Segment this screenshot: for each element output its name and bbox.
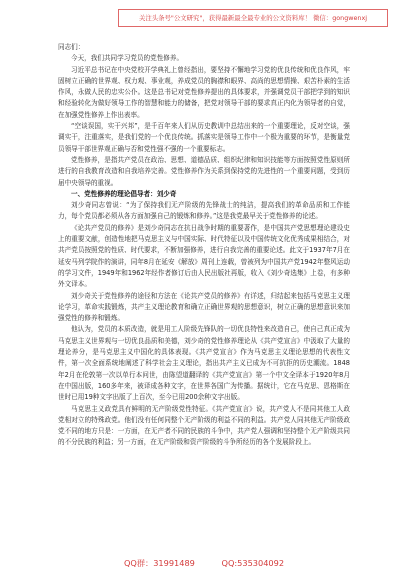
paragraph: 党性修养，是指共产党员在政治、思想、道德品质、组织纪律和知识技能等方面按照党性原则所进行的自我教育改造和自我培养完善。党性修养作为关系到保持党的先进性的一个重要问题，受到历届中央领导的重视。 (58, 155, 350, 187)
qq-group: QQ群：31991489 (123, 558, 195, 568)
paragraph: 刘少奇同志曾说：“为了保持我们无产阶级的先锋战士的纯洁，提高我们的革命品质和工作能力，每个党员都必须从各方面加强自己的锻炼和修养。”这是我党最早关于党性修养的论述。 (58, 201, 350, 221)
promo-banner: 关注头条号"公文研究"，获得最新最全最专业的公文资料库！ 微信：gongwenxj (118, 9, 388, 27)
salutation: 同志们： (58, 43, 85, 51)
document-body (58, 42, 350, 449)
paragraph: 《论共产党员的修养》是刘少奇同志在抗日战争时期的重要著作，是中国共产党思想理论建设史上的重要文献，创造性地把马克思主义与中国实际、时代特征以及中国传统文化优秀成果相结合，对共产党员按照党的性质、时代要求，不断加强修养，进行自我完善的重要论述。此文于1937年7月在延安马列学院作的演讲，同年8月在延安《解放》周刊上连载，曾被列为中国共产党1942年整风运动的学习文件，1949年和1962年经作者修订后由人民出版社再版，收入《刘少奇选集》上卷，有多种外文译本。 (58, 223, 350, 289)
section-heading: 一、党性修养的理论倡导者：刘少奇 (71, 189, 177, 198)
paragraph: 他认为，党员的本质改造，就是用工人阶级先锋队的一切优良特性来改造自己，使自己真正成为马克思主义世界观与一切优良品质和美德，刘少奇的党性修养理论从《共产党宣言》中汲取了大量的理论养分，是马克思主义中国化的具体表现。《共产党宣言》作为马克思主义理论思想的代表性文件，第一次全面系统地阐述了科学社会主义理论，指出共产主义已成为不可抗拒的历史潮流。1848年2月在伦敦第一次以单行本问世，由陈望道翻译的《共产党宣言》第一个中文全译本于1920年8月在中国出版，160多年来，被译成各种文字，在世界各国广为传播。据统计，它在马克思、恩格斯在世时已用19种文字出版了上百次，至今已用200余种文字出版。 (58, 325, 350, 402)
paragraph: “空谈误国，实干兴邦”，是千百年来人们从历史教训中总结出来的一个重要理论，反对空谈，强调实干，注重落实，是我们党的一个优良传统。抓落实是领导工作中一个极为重要的环节，是衡量党员领导干部世界观正确与否和党性强不强的一个重要标志。 (58, 122, 350, 153)
paragraph: 习近平总书记在中央党校开学典礼上曾经指出，要坚持不懈地学习党的优良传统和优良作风，牢固树立正确的世界观、权力观、事业观，养成党员的胸襟和眼界、高尚的思想情操、艰苦朴素的生活作风，永做人民的忠实公仆。这是总书记对党性修养提出的具体要求，并强调党员干部把学到的知识和经验转化为做好领导工作的智慧和能力的储备，把党对领导干部的要求真正内化为领导者的自觉，在加强党性修养上作出表率。 (58, 65, 350, 119)
paragraph: 马克思主义政党具有鲜明的无产阶级党性特征。《共产党宣言》说，共产党人不是同其他工人政党相对立的特殊政党。他们没有任何同整个无产阶级的利益不同的利益。共产党人同其他无产阶级政党不同的地方只是：一方面，在无产者不同的民族的斗争中，共产党人强调和坚持整个无产阶级共同的不分民族的利益；另一方面，在无产阶级和资产阶级的斗争所经历的各个发展阶段上。 (58, 404, 350, 447)
paragraph: 今天，我们共同学习党员的党性修养。 (71, 54, 184, 63)
paragraph: 刘少奇关于党性修养的途径和方法在《论共产党员的修养》有详述，归结起来包括马克思主义理论学习，革命实践锻炼，共产主义理论教育和确立正确世界观的思想意识，树立正确的思想意识来加强党性的修养和锻炼。 (58, 291, 350, 323)
qq-number: QQ:535304092 (221, 558, 285, 568)
page-footer (0, 558, 408, 569)
